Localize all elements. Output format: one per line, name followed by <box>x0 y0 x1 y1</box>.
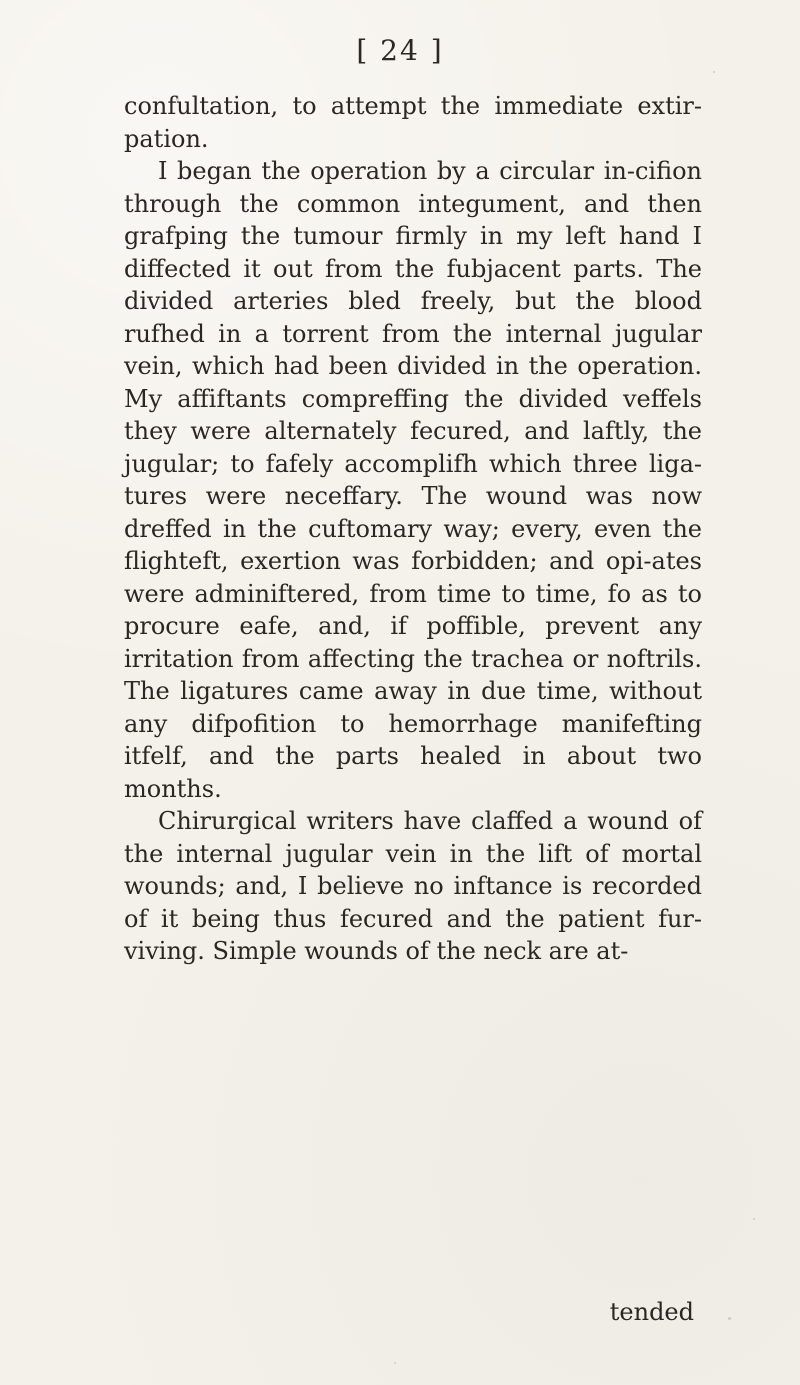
catchword: tended <box>609 1298 694 1326</box>
body-text <box>124 90 702 968</box>
paragraph-3: Chirurgical writers have claffed a wound of the internal jugular vein in the lift of mortal wounds; and, I believe no inftance is recorded of it being thus fecured and the patient fur-viving. Simple wounds of the neck are at- <box>124 807 702 965</box>
paper-speck <box>176 95 179 102</box>
paragraph-1: confultation, to attempt the immediate extir-pation. <box>124 92 702 153</box>
paragraph-2: I began the operation by a circular in-cifion through the common integument, and then grafping the tumour firmly in my left hand I diffected it out from the fubjacent parts. The divided arteries bled freely, but the blood rufhed in a torrent from the internal jugular vein, which had been divided in the operation. My affiftants compreffing the divided veffels they were alternately fecured, and laftly, the jugular; to fafely accomplifh which three liga-tures were neceffary. The wound was now dreffed in the cuftomary way; every, even the flighteft, exertion was forbidden; and opi-ates were adminiftered, from time to time, fo as to procure eafe, and, if poffible, prevent any irritation from affecting the trachea or noftrils. The ligatures came away in due time, without any difpofition to hemorrhage manifefting itfelf, and the parts healed in about two months. <box>124 157 702 803</box>
paper-speck <box>394 1362 396 1364</box>
paper-speck <box>728 1317 731 1320</box>
paper-speck <box>713 71 715 73</box>
paper-speck <box>753 1218 755 1220</box>
page-number: [ 24 ] <box>356 34 444 67</box>
